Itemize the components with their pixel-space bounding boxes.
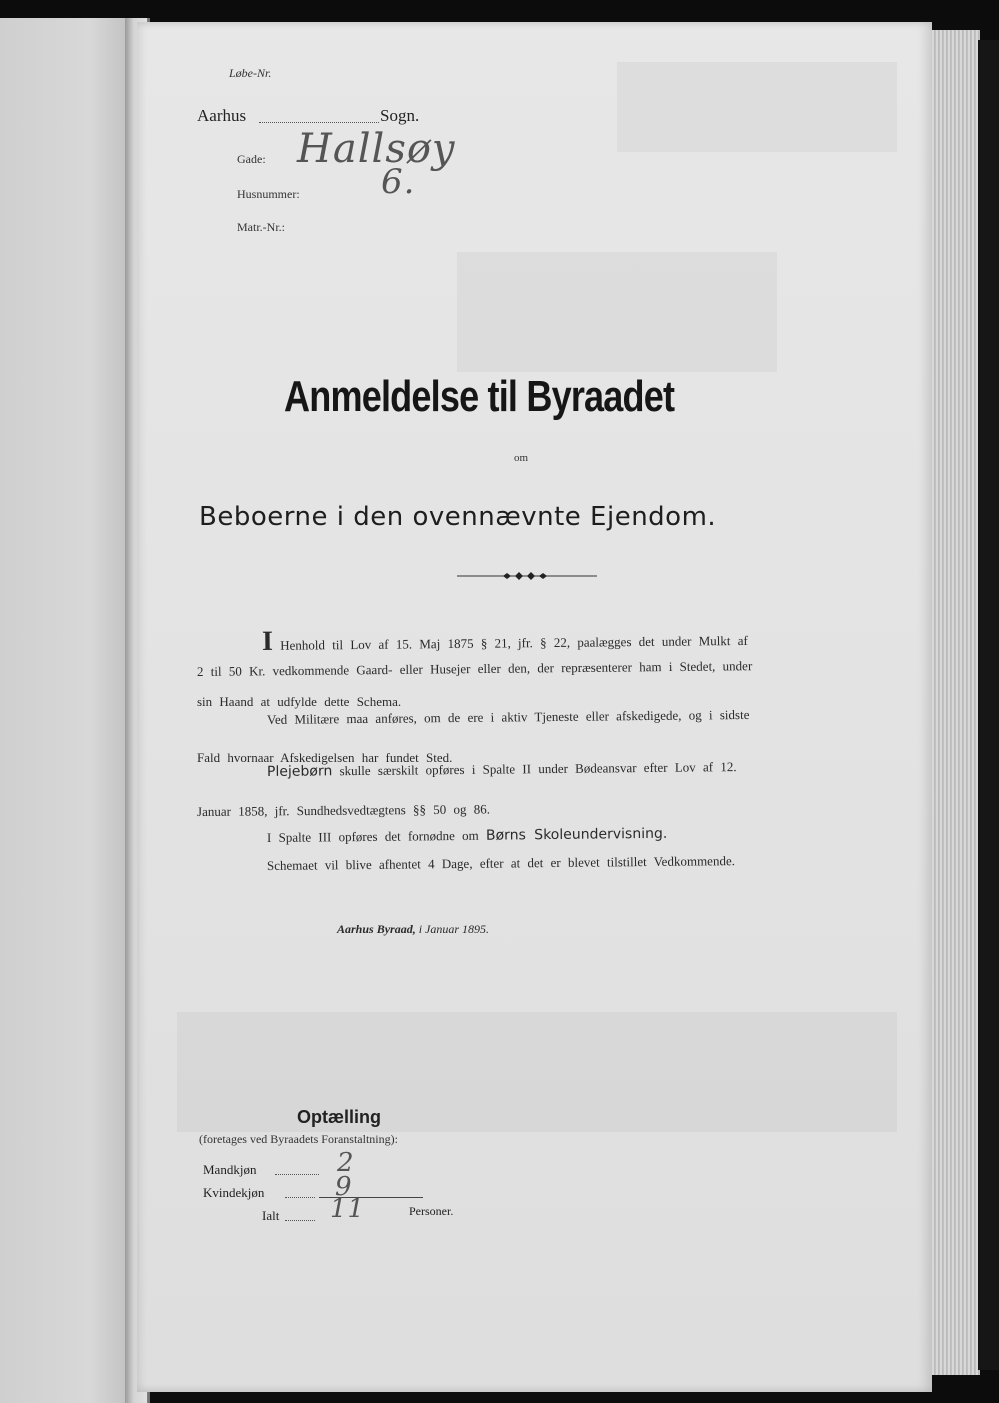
kvindekjon-label: Kvindekjøn [203,1185,265,1200]
document-page [137,22,932,1392]
matr-nr-label: Matr.-Nr.: [237,220,285,234]
paragraph-1-line-1 [262,621,748,658]
bleed-through-top [617,62,897,152]
sogn-label: Sogn. [380,106,420,125]
om-connector: om [514,452,529,464]
gade-label: Gade: [237,152,266,166]
bleed-through-middle [457,252,777,372]
husnummer-label: Husnummer: [237,187,300,201]
city-label: Aarhus [197,106,247,125]
paragraph-1-line-2: 2 til 50 Kr. vedkommende Gaard- eller Husejer eller den, der repræsenterer ham i Stedet, under [196,658,753,679]
ialt-dots [285,1220,315,1221]
mandkjon-value: 2 [337,1148,355,1178]
document-subtitle: Beboerne i den ovennævnte Ejendom. [199,502,717,532]
lobe-nr-label: Løbe-Nr. [229,66,272,80]
document-title: Anmeldelse til Byraadet [284,372,675,421]
paragraph-2-line-1: Ved Militære maa anføres, om de ere i aktiv Tjeneste eller afskedigede, og i sidste [266,706,750,727]
divider-ornament [457,570,597,582]
count-heading: Optælling [297,1107,381,1127]
mandkjon-label: Mandkjøn [203,1162,257,1177]
count-subheading: (foretages ved Byraadets Foranstaltning): [199,1132,398,1146]
signature-line [337,922,489,937]
kvindekjon-dots [285,1197,315,1198]
paragraph-5: Schemaet vil blive afhentet 4 Dage, efter at det er blevet tilstillet Vedkommende. [266,853,736,873]
husnummer-handwritten-value: 6. [381,162,416,202]
personer-label: Personer. [409,1204,454,1218]
paragraph-1-line-3: sin Haand at udfylde dette Schema. [197,694,402,709]
signature-authority: Aarhus Byraad, [337,922,416,936]
gade-handwritten-value: Hallsøy [297,126,456,172]
sogn-dotted-line [259,122,379,123]
background-edge [978,40,999,1370]
skoleundervisning-emphasis: Børns Skoleundervisning. [485,825,668,844]
ialt-value: 11 [330,1194,366,1224]
bleed-through-bottom [177,1012,897,1132]
ialt-label: Ialt [262,1208,280,1223]
plejeborn-emphasis: Plejebørn [266,763,333,780]
mandkjon-dots [275,1174,319,1175]
paragraph-2-line-2: Fald hvornaar Afskedigelsen har fundet Sted. [197,750,453,765]
paragraph-3-text: skulle særskilt opføres i Spalte II under Bødeansvar efter Lov af 12. [339,759,737,779]
signature-date: i Januar 1895. [418,922,490,936]
paragraph-1-text: Henhold til Lov af 15. Maj 1875 § 21, jfr. § 22, paalægges det under Mulkt af [280,632,748,653]
paragraph-4 [267,826,667,846]
paragraph-1-dropcap: I [261,625,274,657]
paragraph-4-text: I Spalte III opføres det fornødne om [266,827,479,845]
paragraph-3-line-2: Januar 1858, jfr. Sundhedsvedtægtens §§ 50 og 86. [196,801,491,819]
kvindekjon-value: 9 [335,1172,353,1202]
